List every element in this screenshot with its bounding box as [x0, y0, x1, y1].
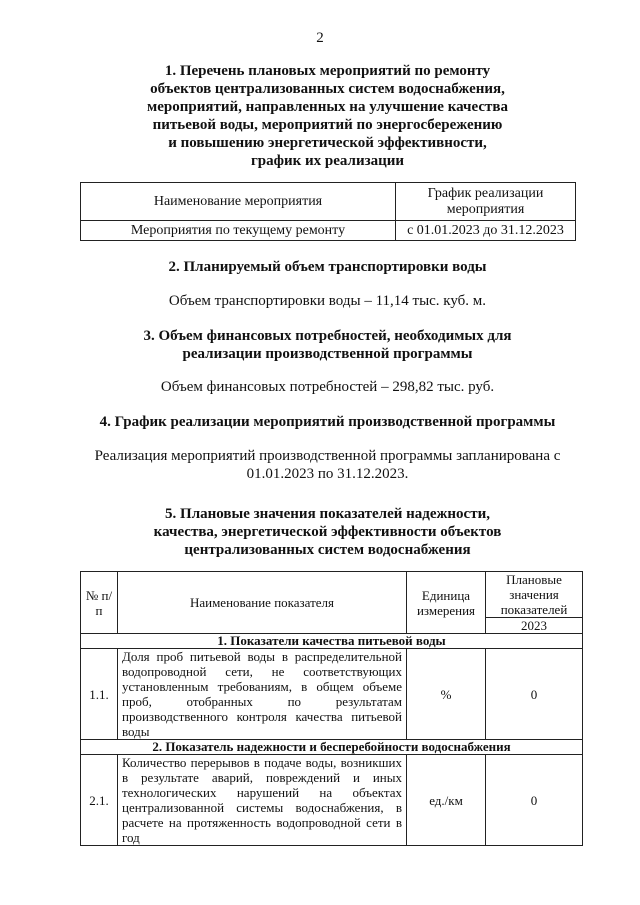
row-num: 1.1.	[81, 649, 118, 740]
header-unit: Единица измерения	[407, 572, 486, 634]
row-value: 0	[486, 649, 583, 740]
section-4-text	[60, 447, 595, 483]
header-measure-name: Наименование мероприятия	[81, 183, 396, 221]
title-line: график их реализации	[250, 153, 405, 169]
group-header-row	[81, 634, 583, 649]
group-header-row	[81, 740, 583, 755]
row-unit: ед./км	[407, 755, 486, 846]
row-num: 2.1.	[81, 755, 118, 846]
measure-name-cell: Мероприятия по текущему ремонту	[81, 221, 396, 241]
header-schedule: График реализации мероприятия	[396, 183, 576, 221]
group-title: 1. Показатели качества питьевой воды	[81, 634, 583, 649]
section-3-text: Объем финансовых потребностей – 298,82 тыс. руб.	[160, 379, 495, 395]
measure-schedule-cell: с 01.01.2023 до 31.12.2023	[396, 221, 576, 241]
header-indicator-name: Наименование показателя	[118, 572, 407, 634]
row-unit: %	[407, 649, 486, 740]
title-line: объектов централизованных систем водоснабжения,	[150, 81, 505, 97]
header-planned-values: Плановые значения показателей	[486, 572, 583, 618]
section-5-title	[80, 505, 575, 559]
title-line: качества, энергетической эффективности объектов	[153, 524, 502, 540]
title-line: 1. Перечень плановых мероприятий по ремонту	[164, 63, 491, 79]
row-value: 0	[486, 755, 583, 846]
measures-table	[80, 182, 576, 241]
title-line: 3. Объем финансовых потребностей, необходимых для	[143, 328, 512, 344]
section-4-title: 4. График реализации мероприятий производственной программы	[99, 414, 556, 430]
section-3-title	[80, 327, 575, 363]
header-num: № п/п	[81, 572, 118, 634]
table-row	[81, 755, 583, 846]
row-indicator-name: Количество перерывов в подаче воды, возникших в результате аварий, повреждений и иных технологических нарушений на объектах централизованной системы водоснабжения, в расчете на протяженность водопроводной сети в год	[118, 755, 407, 846]
text-line: 01.01.2023 по 31.12.2023.	[246, 466, 409, 482]
title-line: и повышению энергетической эффективности,	[168, 135, 487, 151]
group-title: 2. Показатель надежности и бесперебойности водоснабжения	[81, 740, 583, 755]
title-line: мероприятий, направленных на улучшение качества	[147, 99, 508, 115]
section-1-title	[80, 62, 575, 170]
title-line: 5. Плановые значения показателей надежности,	[165, 506, 490, 522]
section-2-text: Объем транспортировки воды – 11,14 тыс. куб. м.	[168, 293, 487, 309]
page-number: 2	[316, 30, 324, 46]
indicators-table	[80, 571, 583, 846]
section-2-title: 2. Планируемый объем транспортировки воды	[168, 259, 487, 275]
title-line: централизованных систем водоснабжения	[184, 542, 471, 558]
row-indicator-name: Доля проб питьевой воды в распределительной водопроводной сети, не соответствующих установленным требованиям, в общем объеме проб, отобранных по результатам производственного контроля качества питьевой воды	[118, 649, 407, 740]
title-line: питьевой воды, мероприятий по энергосбережению	[152, 117, 503, 133]
title-line: реализации производственной программы	[182, 346, 473, 362]
text-line: Реализация мероприятий производственной программы запланирована с	[94, 448, 561, 464]
header-year: 2023	[486, 618, 583, 634]
table-row	[81, 649, 583, 740]
